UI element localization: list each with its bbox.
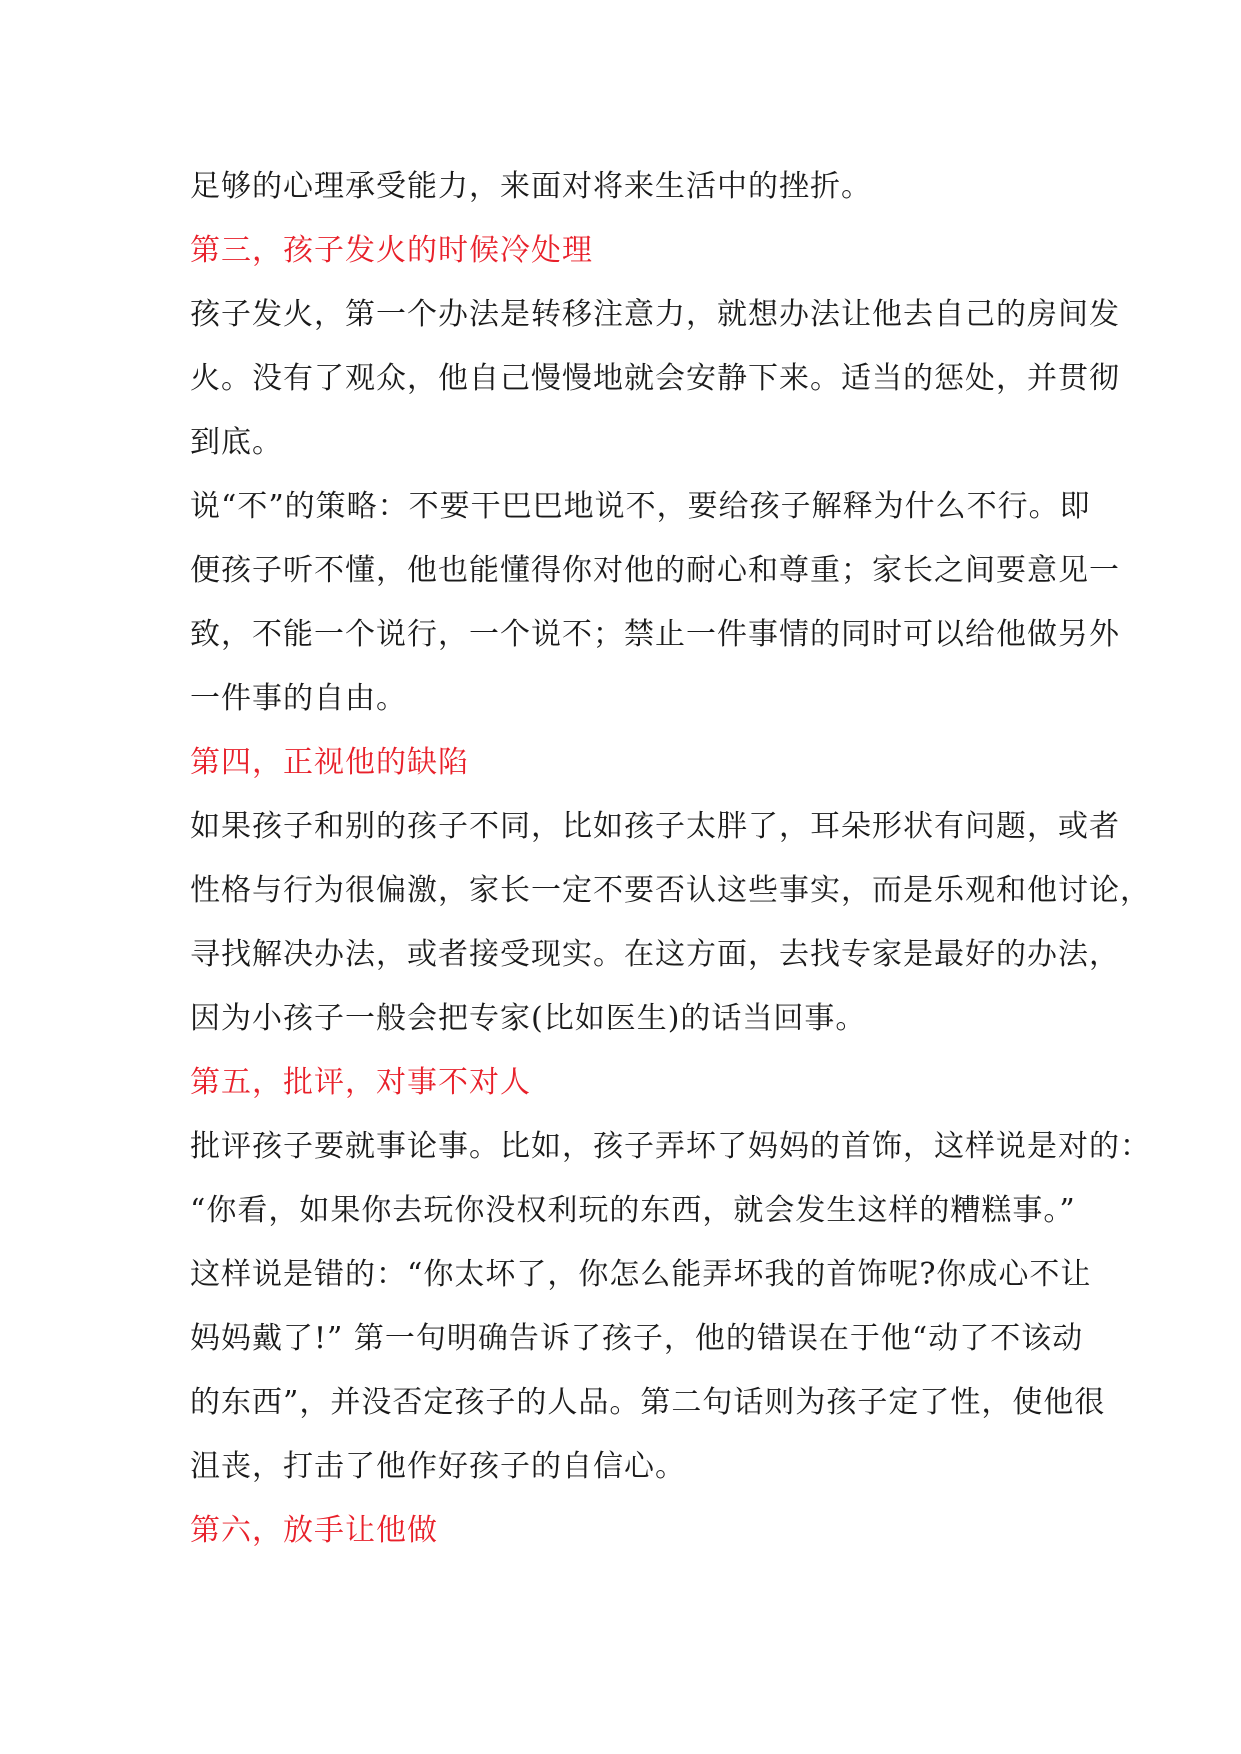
text-line: 到底。 — [190, 425, 283, 460]
paragraph-tantrum — [190, 283, 1120, 475]
heading-text: 第三，孩子发火的时候冷处理 — [190, 233, 593, 268]
text-line: 沮丧，打击了他作好孩子的自信心。 — [190, 1449, 686, 1484]
text-line: 一件事的自由。 — [190, 681, 407, 716]
text-line: 致，不能一个说行，一个说不；禁止一件事情的同时可以给他做另外 — [190, 617, 1120, 652]
paragraph-criticism — [190, 1115, 1151, 1499]
section-heading-5 — [190, 1051, 1060, 1115]
heading-text: 第四，正视他的缺陷 — [190, 745, 469, 780]
text-line: 足够的心理承受能力，来面对将来生活中的挫折。 — [190, 169, 872, 204]
text-line: 如果孩子和别的孩子不同，比如孩子太胖了，耳朵形状有问题，或者 — [190, 809, 1120, 844]
section-heading-3 — [190, 219, 1060, 283]
section-heading-6 — [190, 1499, 1060, 1563]
text-line: 寻找解决办法，或者接受现实。在这方面，去找专家是最好的办法， — [190, 937, 1120, 972]
paragraph-frustration-end — [190, 155, 1060, 219]
section-heading-4 — [190, 731, 1060, 795]
text-line: 说“不”的策略：不要干巴巴地说不，要给孩子解释为什么不行。即 — [190, 489, 1091, 524]
heading-text: 第六，放手让他做 — [190, 1513, 438, 1548]
document-content — [190, 155, 1151, 1563]
text-line: 妈妈戴了!” 第一句明确告诉了孩子，他的错误在于他“动了不该动 — [190, 1321, 1084, 1356]
paragraph-defects — [190, 795, 1151, 1051]
heading-text: 第五，批评，对事不对人 — [190, 1065, 531, 1100]
text-line: 批评孩子要就事论事。比如，孩子弄坏了妈妈的首饰，这样说是对的： — [190, 1129, 1151, 1164]
text-line: 这样说是错的：“你太坏了，你怎么能弄坏我的首饰呢?你成心不让 — [190, 1257, 1092, 1292]
text-line: 孩子发火，第一个办法是转移注意力，就想办法让他去自己的房间发 — [190, 297, 1120, 332]
text-line: “你看，如果你去玩你没权利玩的东西，就会发生这样的糟糕事。” — [190, 1193, 1076, 1228]
text-line: 因为小孩子一般会把专家(比如医生)的话当回事。 — [190, 1001, 867, 1036]
text-line: 便孩子听不懂，他也能懂得你对他的耐心和尊重；家长之间要意见一 — [190, 553, 1120, 588]
paragraph-saying-no — [190, 475, 1120, 731]
text-line: 的东西”，并没否定孩子的人品。第二句话则为孩子定了性，使他很 — [190, 1385, 1106, 1420]
text-line: 火。没有了观众，他自己慢慢地就会安静下来。适当的惩处，并贯彻 — [190, 361, 1120, 396]
text-line: 性格与行为很偏激，家长一定不要否认这些事实，而是乐观和他讨论， — [190, 873, 1151, 908]
